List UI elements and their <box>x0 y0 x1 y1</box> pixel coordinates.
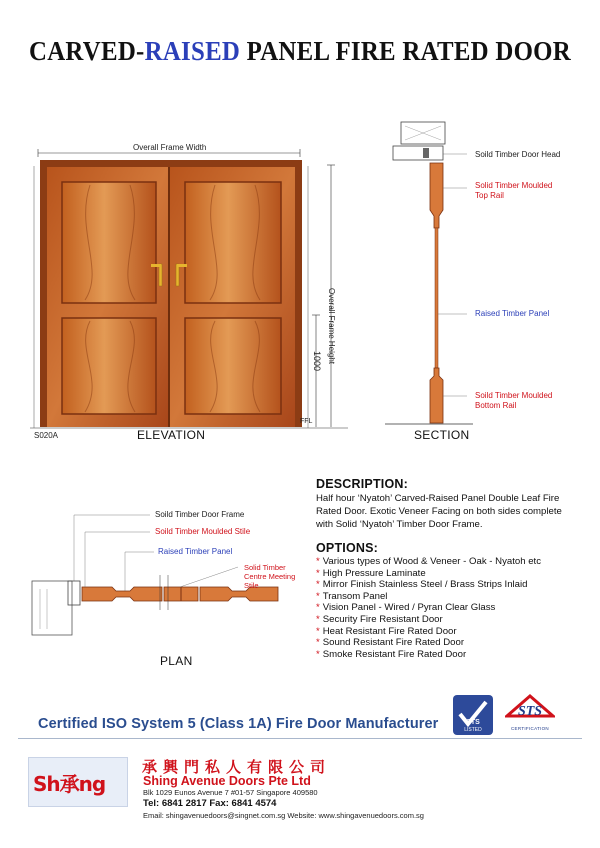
option-item: * High Pressure Laminate <box>316 567 426 579</box>
option-item: * Vision Panel - Wired / Pyran Clear Glass <box>316 602 496 614</box>
page-title <box>24 36 576 67</box>
bottom-rail-section <box>430 368 443 423</box>
divider <box>18 738 582 739</box>
company-phone: Tel: 6841 2817 Fax: 6841 4574 <box>143 798 277 809</box>
option-item: * Sound Resistant Fire Rated Door <box>316 637 465 649</box>
title-part-raised: RAISED <box>144 36 241 66</box>
panel-section <box>435 228 438 368</box>
company-name-chinese: 承興門私人有限公司 <box>142 758 332 776</box>
description-heading: DESCRIPTION: <box>316 477 408 491</box>
door-panel <box>62 182 156 303</box>
elevation-caption: ELEVATION <box>137 428 206 442</box>
section-drawing <box>385 118 475 430</box>
overall-frame-height-label: Overall Frame Height <box>327 288 336 365</box>
options-list <box>316 556 541 660</box>
dimension-1000: 1000 <box>312 351 322 372</box>
option-item: * Various types of Wood & Veneer - Oak - Nyatoh etc <box>316 556 542 567</box>
option-item: * Transom Panel <box>316 590 388 602</box>
option-item: * Smoke Resistant Fire Rated Door <box>316 648 467 660</box>
label-top-rail: Solid Timber Moulded Top Rail <box>475 181 553 200</box>
certification-text: Certified ISO System 5 (Class 1A) Fire Door Manufacturer <box>38 716 439 732</box>
company-name: Shing Avenue Doors Pte Ltd <box>143 774 311 788</box>
label-bottom-rail: Soild Timber Moulded Bottom Rail <box>475 391 553 410</box>
door-frame-plan <box>68 581 80 605</box>
left-leaf-plan <box>82 587 162 601</box>
option-item: * Security Fire Resistant Door <box>316 613 443 625</box>
sts-certification-badge: STS CERTIFICATION <box>505 694 555 736</box>
ffl-label: FFL <box>300 418 313 425</box>
elevation-drawing <box>30 140 350 440</box>
company-contact: Email: shingavenuedoors@singnet.com.sg Website: www.shingavenuedoors.com.sg <box>143 811 424 820</box>
door-head-section <box>393 146 443 160</box>
door-panel <box>185 318 281 414</box>
label-door-frame: Soild Timber Door Frame <box>155 510 245 519</box>
door-panel <box>185 182 281 303</box>
options-heading: OPTIONS: <box>316 541 379 555</box>
company-address: Blk 1029 Eunos Avenue 7 #01-57 Singapore 409580 <box>143 788 318 797</box>
plan-caption: PLAN <box>160 654 193 668</box>
overall-frame-width-label: Overall Frame Width <box>133 143 207 152</box>
door-panel <box>62 318 156 414</box>
label-moulded-stile: Soild Timber Moulded Stile <box>155 527 251 536</box>
label-raised-panel: Raised Timber Panel <box>475 309 550 318</box>
label-door-head: Soild Timber Door Head <box>475 150 561 159</box>
drawing-code: S020A <box>34 431 59 440</box>
title-part-1: CARVED- <box>29 36 145 66</box>
label-meeting-stile: Solid Timber Centre Meeting Stile <box>244 563 296 590</box>
option-item: * Mirror Finish Stainless Steel / Brass Strips Inlaid <box>316 579 528 591</box>
company-logo: Sh承ng <box>28 757 128 807</box>
top-rail-section <box>430 163 443 228</box>
section-caption: SECTION <box>414 428 470 442</box>
description-body: Half hour ‘Nyatoh’ Carved-Raised Panel Double Leaf Fire Rated Door. Exotic Veneer Facing on both sides complete with Solid ‘Nyatoh’ Timber Door Frame. <box>316 493 562 530</box>
option-item: * Heat Resistant Fire Rated Door <box>316 625 457 637</box>
label-raised-panel-plan: Raised Timber Panel <box>158 547 233 556</box>
title-part-3: PANEL FIRE RATED DOOR <box>240 36 571 66</box>
sts-listed-badge: STS LISTED <box>452 694 494 736</box>
